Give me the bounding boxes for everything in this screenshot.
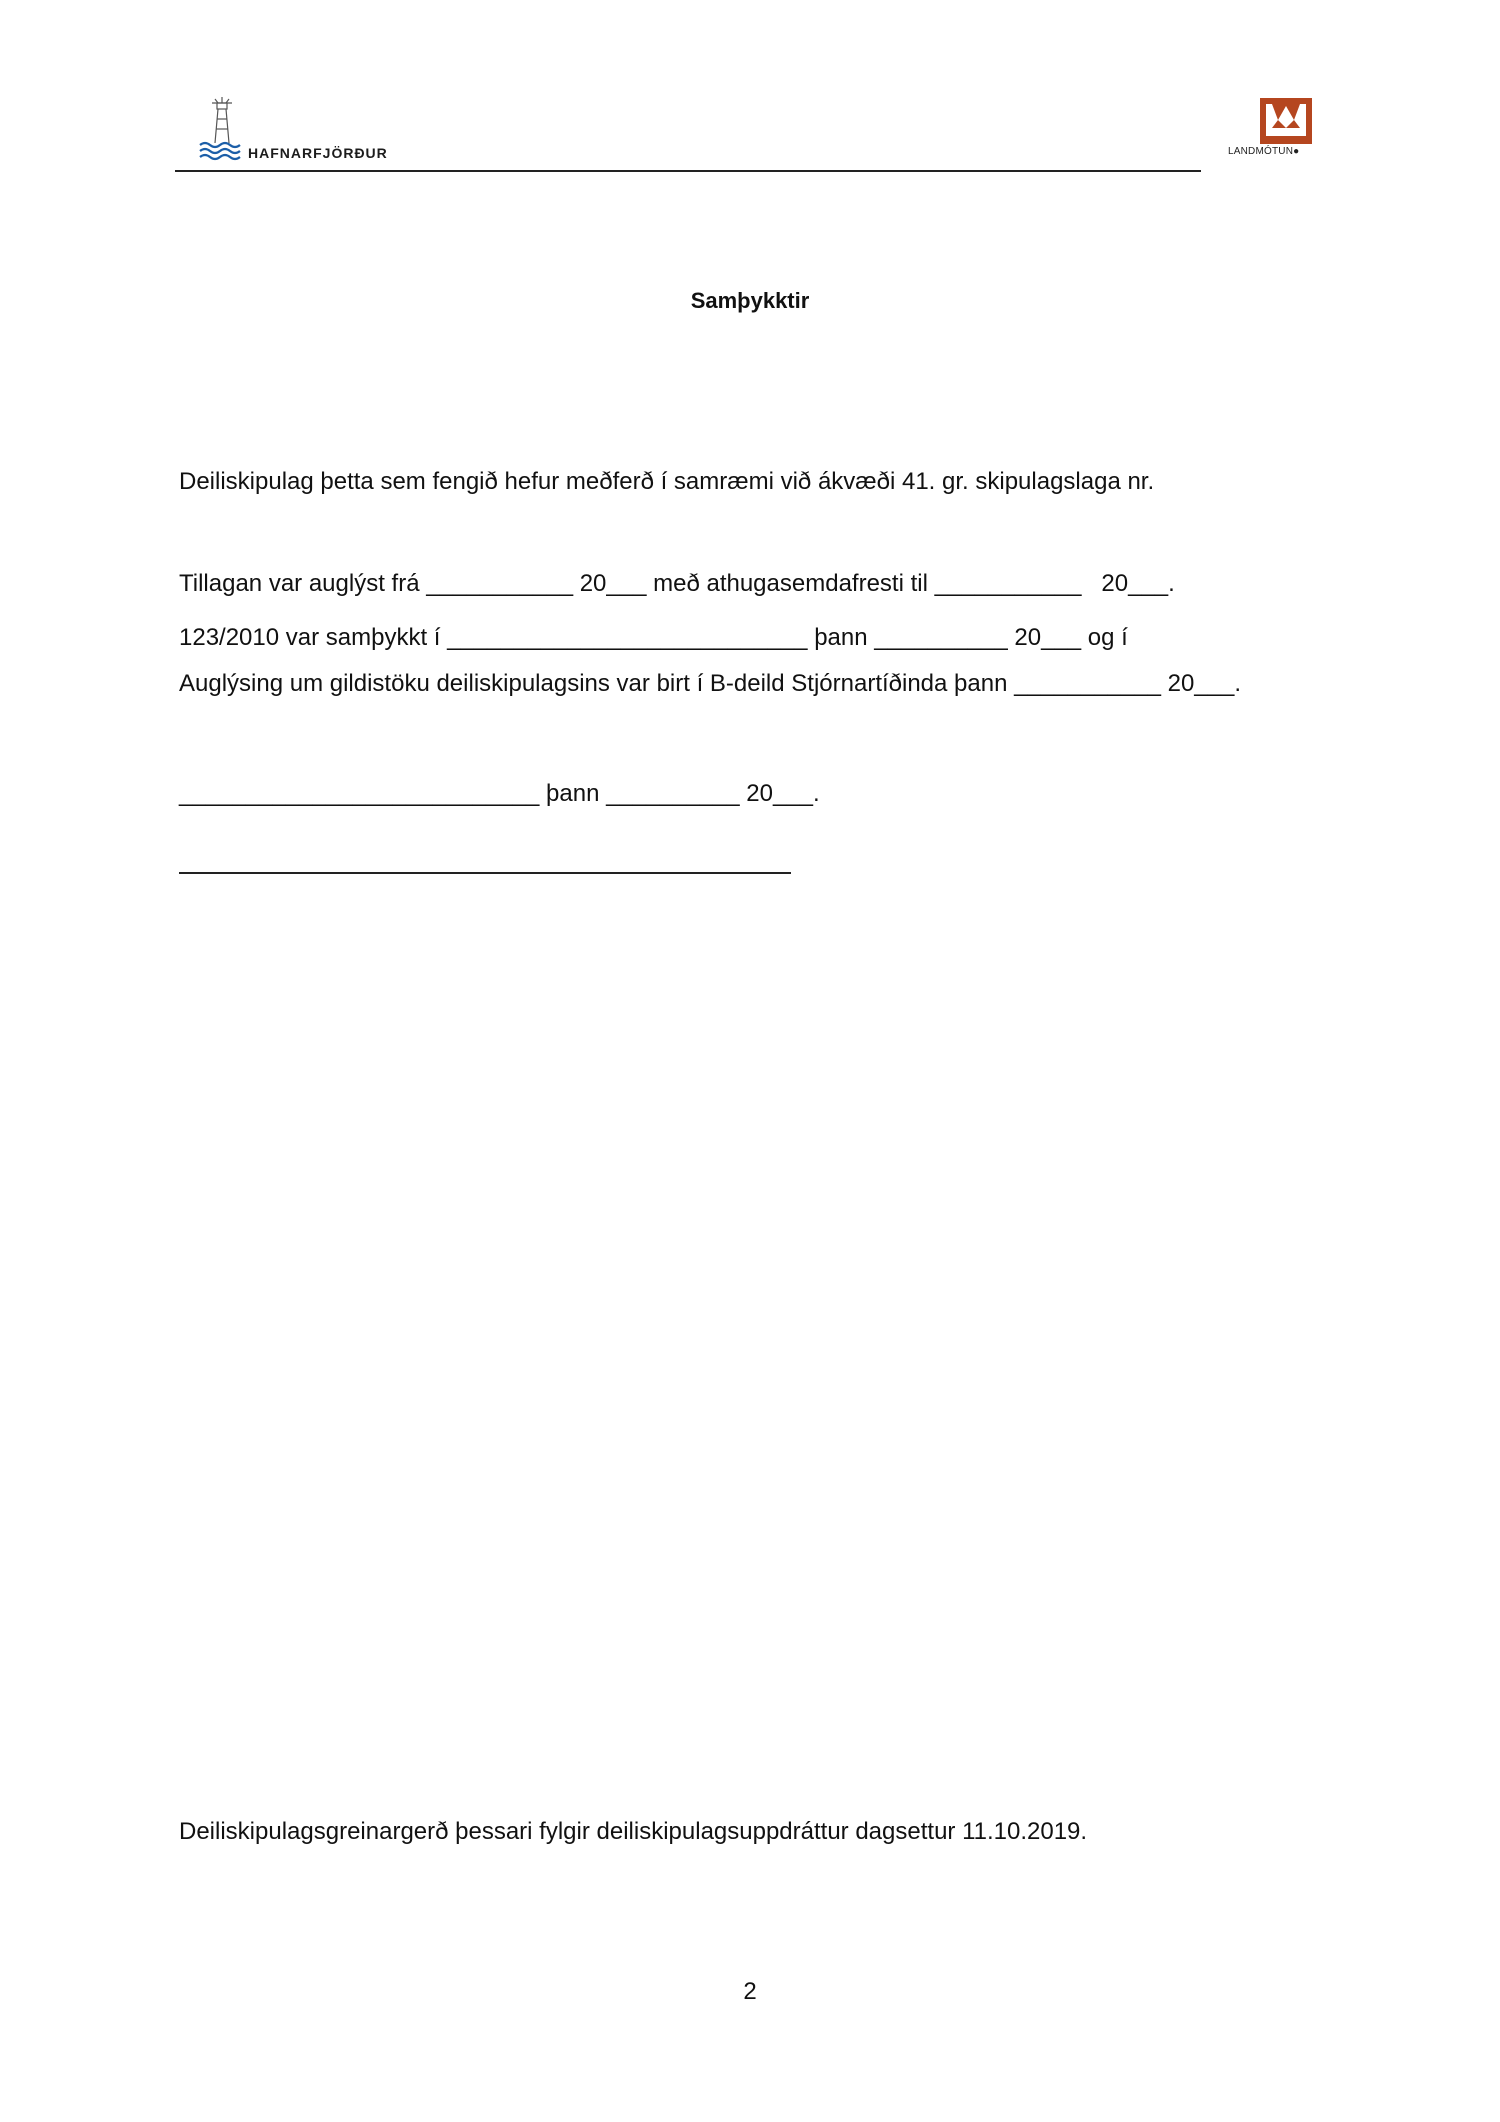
page-number: 2 [743, 1978, 757, 2005]
hafnarfjordur-logo [198, 95, 418, 165]
publication-paragraph: Auglýsing um gildistöku deiliskipulagsins var birt í B-deild Stjórnartíðinda þann ___________ 20___. [179, 670, 1241, 697]
landmotun-logo-text: LANDMÓTUN● [1228, 146, 1300, 157]
signature-line [179, 872, 791, 874]
landmotun-logo [1222, 92, 1322, 162]
closing-note: Deiliskipulagsgreinargerð þessari fylgir deiliskipulagsuppdráttur dagsettur 11.10.2019. [179, 1818, 1088, 1845]
landmotun-logo-icon [1260, 98, 1312, 144]
hafnarfjordur-logo-text: HAFNARFJÖRÐUR [248, 145, 388, 161]
approval-line-1: Deiliskipulag þetta sem fengið hefur meðferð í samræmi við ákvæði 41. gr. skipulagslaga nr. [179, 468, 1155, 495]
advertisement-paragraph: Tillagan var auglýst frá ___________ 20___ með athugasemdafresti til ___________ 20___. [179, 570, 1175, 597]
lighthouse-icon [198, 95, 246, 161]
approval-line-2: 123/2010 var samþykkt í ___________________________ þann __________ 20___ og í [179, 624, 1128, 651]
page-title: Samþykktir [690, 288, 810, 313]
approval-paragraph [179, 352, 1154, 924]
header-divider [175, 170, 1201, 172]
approval-line-3: ___________________________ þann __________ 20___. [179, 780, 820, 807]
